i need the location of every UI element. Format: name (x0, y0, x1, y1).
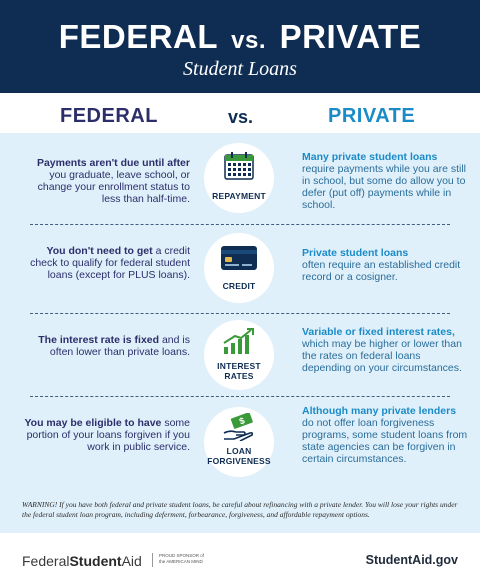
interest-label-line1: INTEREST (217, 361, 261, 371)
calendar-icon (224, 152, 254, 180)
interest-label-line2: RATES (224, 371, 254, 381)
vs-column-heading: vs. (228, 107, 254, 127)
comparison-row-loan-forgiveness (0, 397, 480, 489)
federal-credit-text (22, 245, 190, 281)
credit-badge (204, 233, 274, 303)
private-forgiveness-text (302, 405, 470, 465)
sponsor-line1: PROUD SPONSOR of (159, 553, 205, 558)
loan-forgiveness-label (204, 446, 274, 466)
page-title (0, 18, 480, 56)
title-vs: vs. (231, 27, 266, 54)
federal-column-heading: FEDERAL (60, 105, 158, 127)
interest-rates-badge (204, 320, 274, 390)
private-repayment-rest: require payments while you are still in school, but some do allow you to defer (put off) payments while in school. (302, 163, 466, 211)
federal-credit-rest: a credit check to qualify for federal student loans (except for PLUS loans). (30, 245, 190, 281)
federal-credit-lead: You don't need to get (46, 245, 153, 257)
forgiveness-label-line1: LOAN (226, 446, 252, 456)
private-interest-lead: Variable or fixed interest rates, (302, 326, 455, 338)
comparison-row-interest-rates (0, 314, 480, 396)
federal-forgiveness-text (22, 417, 190, 453)
federal-forgiveness-lead: You may be eligible to have (24, 417, 162, 429)
federal-repayment-text (22, 157, 190, 205)
private-interest-rest: which may be higher or lower than the rates on federal loans depending on your circumstances. (302, 338, 462, 374)
logo-word-student: Student (69, 553, 122, 569)
credit-card-icon (221, 246, 257, 270)
page-subtitle: Student Loans (183, 58, 297, 80)
comparison-row-credit (0, 225, 480, 313)
growth-chart-icon (223, 328, 255, 354)
federal-repayment-lead: Payments aren't due until after (36, 157, 190, 169)
forgiveness-label-line2: FORGIVENESS (207, 456, 271, 466)
private-credit-text (302, 247, 470, 283)
column-headers (0, 93, 480, 133)
federal-student-aid-logo[interactable] (22, 553, 142, 569)
federal-forgiveness-rest: some portion of your loans forgiven if you work in public service. (26, 417, 190, 453)
footer (0, 533, 480, 583)
money-hand-icon (222, 413, 256, 441)
refinancing-warning: WARNING! If you have both federal and private student loans, be careful about refinancing with a private lender. You will lose your rights under the federal student loan program, including deferment, forbearance, forgiveness, and affordable repayment options. (22, 500, 458, 519)
private-credit-rest: often require an established credit record or a cosigner. (302, 259, 461, 283)
credit-label: CREDIT (222, 281, 256, 291)
loan-forgiveness-badge (204, 407, 274, 477)
interest-rates-label (204, 361, 274, 381)
repayment-badge (204, 143, 274, 213)
federal-interest-text (22, 334, 190, 358)
federal-interest-rest: and is often lower than private loans. (49, 334, 190, 358)
sponsor-tagline (152, 553, 204, 567)
sponsor-line2: the AMERICAN MIND (159, 558, 203, 564)
title-private: PRIVATE (279, 18, 422, 55)
svg-text:$: $ (237, 415, 247, 427)
federal-repayment-rest: you graduate, leave school, or change your enrollment status to less than half-time. (37, 169, 190, 205)
website-link[interactable]: StudentAid.gov (365, 553, 458, 567)
repayment-label: REPAYMENT (212, 191, 266, 201)
private-forgiveness-rest: do not offer loan forgiveness programs, some student loans from state agencies can be forgiven in certain circumstances. (302, 417, 468, 465)
private-repayment-lead: Many private student loans (302, 151, 438, 163)
logo-word-federal: Federal (22, 553, 70, 569)
logo-word-aid: Aid (121, 553, 142, 569)
header-banner (0, 0, 480, 93)
private-forgiveness-lead: Although many private lenders (302, 405, 457, 417)
private-column-heading: PRIVATE (328, 105, 416, 127)
federal-interest-lead: The interest rate is fixed (38, 334, 160, 346)
title-federal: FEDERAL (58, 18, 218, 55)
private-credit-lead: Private student loans (302, 247, 409, 259)
comparison-row-repayment (0, 133, 480, 223)
private-repayment-text (302, 151, 470, 211)
private-interest-text (302, 326, 470, 374)
